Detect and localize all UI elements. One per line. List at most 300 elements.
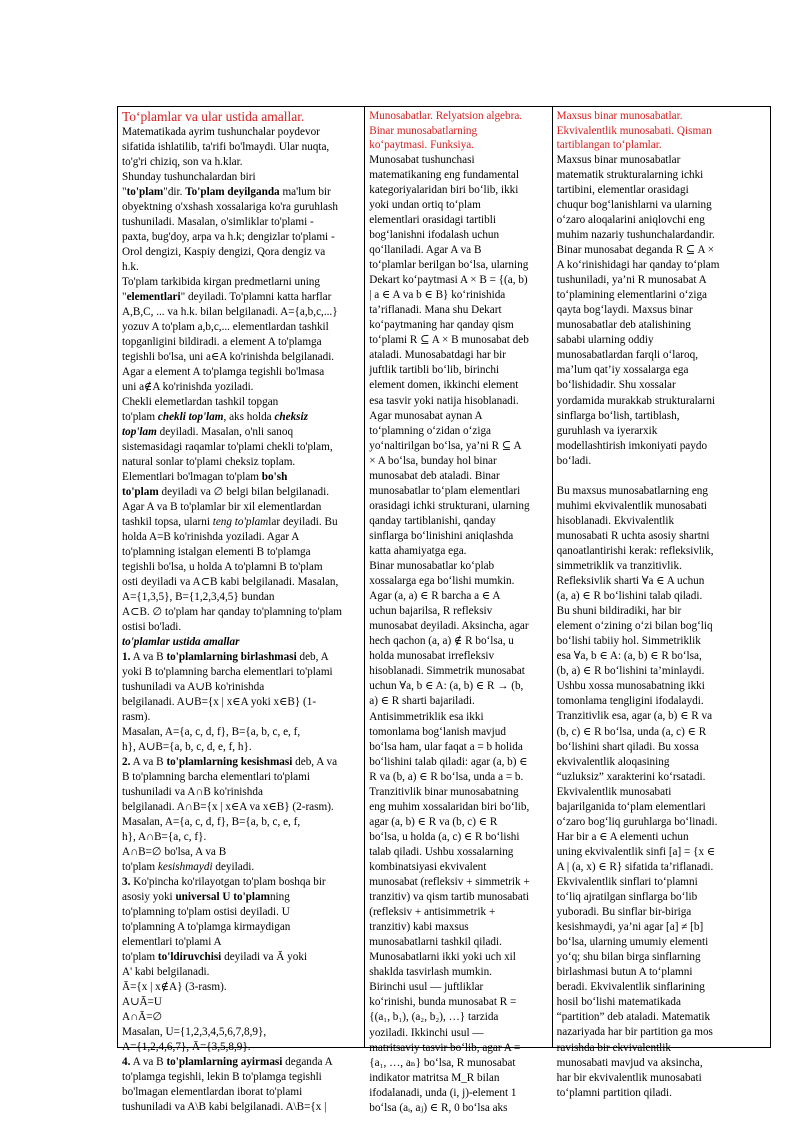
text-segment: Masalan, A={a, c, d, f}, B={a, b, c, e, f, xyxy=(122,816,301,828)
text-line: kesishmaydi, ya’ni agar [a] ≠ [b] xyxy=(556,921,704,934)
text-segment: " xyxy=(122,291,127,303)
text-segment: h.k. xyxy=(122,261,139,273)
text-line xyxy=(122,770,361,785)
text-line: Birinchi usul — juftliklar xyxy=(369,981,484,994)
text-line: A | (a, x) ∈ R} sifatida ta’riflanadi. xyxy=(556,860,714,873)
text-line: Munosabatlarni ikki yoki uch xil xyxy=(369,951,516,964)
text-line: kategoriyalaridan biri bo‘lib, ikki xyxy=(369,183,519,196)
text-segment: top'lam xyxy=(122,426,157,438)
text-line xyxy=(122,725,361,740)
text-line: qanday tartiblanishi, qanday xyxy=(369,514,496,527)
text-line xyxy=(122,245,361,260)
text-line: element domen, ikkinchi element xyxy=(369,379,519,392)
text-line xyxy=(122,950,361,965)
text-segment: A∩B=∅ bo'lsa, A va B xyxy=(122,846,227,858)
text-segment: to'plam xyxy=(122,951,158,963)
text-line: to‘liq ajratilgan sinflarga bo‘lib xyxy=(556,891,698,904)
text-segment: chekli top'lam xyxy=(157,411,224,423)
title-line: Munosabatlar. Relyatsion algebra. xyxy=(369,110,523,122)
text-segment: deganda A xyxy=(282,1056,333,1068)
text-segment: to'g'ri chiziq, son va h.klar. xyxy=(122,156,243,168)
text-segment: bo'sh xyxy=(261,471,288,483)
text-line: tranzitiv) kabi maxsus xyxy=(369,921,469,934)
text-line xyxy=(122,455,361,470)
text-line: (b, c) ∈ R bo‘lsa, unda (a, c) ∈ R xyxy=(556,725,707,738)
column-relations xyxy=(365,107,552,1114)
text-segment: A⊂B. ∅ to'plam har qanday to'plamning to'plam xyxy=(122,606,342,618)
text-segment: A va B xyxy=(130,651,167,663)
text-line: xossalarga ega bo‘lishi mumkin. xyxy=(369,575,515,588)
text-line: Munosabat tushunchasi xyxy=(369,153,475,166)
text-segment: ostisi bo'ladi. xyxy=(122,621,182,633)
text-line: munosabatlardan farqli o‘laroq, xyxy=(556,349,699,362)
text-line: bo‘lishi tabiiy hol. Simmetriklik xyxy=(556,635,701,648)
text-line: yo‘naltirilgan bo‘lsa, ya’ni R ⊆ A xyxy=(369,439,522,452)
text-line: Bu shuni bildiradiki, har bir xyxy=(556,605,682,618)
text-segment: to'plam xyxy=(122,486,159,498)
text-line xyxy=(122,1085,361,1100)
text-line xyxy=(122,215,361,230)
text-line: Har bir a ∈ A elementi uchun xyxy=(556,830,689,843)
text-line: Dekart ko‘paytmasi A × B = {(a, b) xyxy=(369,274,528,287)
text-line: bo‘lishini shart qiladi. Bu xossa xyxy=(556,740,699,753)
text-line: ko‘paytmaning har qanday qism xyxy=(369,319,514,332)
text-line: munosabat (refleksiv + simmetrik + xyxy=(369,876,530,889)
text-line: Agar (a, a) ∈ R barcha a ∈ A xyxy=(369,590,501,603)
text-line: katta ahamiyatga ega. xyxy=(369,545,467,557)
column-relations-title xyxy=(369,109,548,153)
text-line: sinflarga bo‘lish, tartiblash, xyxy=(556,409,680,422)
text-line xyxy=(557,469,767,484)
text-line: | a ∈ A va b ∈ B} ko‘rinishida xyxy=(369,289,506,302)
text-line: esa ∀a, b ∈ A: (a, b) ∈ R bo‘lsa, xyxy=(556,650,702,663)
text-segment: kesishmaydi xyxy=(157,861,213,873)
text-line: bo‘lsa (aᵢ, aⱼ) ∈ R, 0 bo‘lsa aks xyxy=(369,1101,508,1114)
text-line xyxy=(122,320,361,335)
text-segment: asosiy yoki xyxy=(122,891,176,903)
text-line xyxy=(122,425,361,440)
text-line: hech qachon (a, a) ∉ R bo‘lsa, u xyxy=(369,635,514,648)
text-line: bo‘lsa, u holda (a, c) ∈ R bo‘lishi xyxy=(369,830,520,843)
text-line: muhim nazariy tushunchalardandir. xyxy=(556,229,715,242)
text-line xyxy=(122,140,361,155)
text-segment: A,B,C, ... va h.k. bilan belgilanadi. A={a,b,c,...} xyxy=(122,306,338,318)
text-line: holda munosabat irrefleksiv xyxy=(369,650,495,663)
text-line xyxy=(122,755,361,770)
text-segment: Matematikada ayrim tushunchalar poydevor xyxy=(122,126,320,138)
text-line: qayta bog‘laydi. Maxsus binar xyxy=(556,304,693,317)
text-line: “uzluksiz” xarakterini ko‘rsatadi. xyxy=(556,770,706,783)
text-segment: Ko'pincha ko'rilayotgan to'plam boshqa bir xyxy=(130,876,326,888)
text-line xyxy=(122,1070,361,1085)
text-line: Binar munosabat deganda R ⊆ A × xyxy=(556,244,715,257)
text-line: R va (b, a) ∈ R bo‘lsa, unda a = b. xyxy=(369,770,524,783)
text-line xyxy=(122,530,361,545)
text-segment: Elementlari bo'lmagan to'plam xyxy=(122,471,262,483)
text-line: Ushbu xossa munosabatning ikki xyxy=(556,680,705,693)
text-segment: Chekli elemetlardan tashkil topgan xyxy=(122,396,279,408)
text-line: simmetriklik va tranzitivlik. xyxy=(556,560,682,572)
text-segment: belgilanadi. A∩B={x | x∈A va x∈B} (2-rasm). xyxy=(122,801,334,813)
text-line: ekvivalentlik aloqasining xyxy=(556,755,670,768)
text-line xyxy=(122,380,361,395)
text-line xyxy=(122,965,361,980)
text-line xyxy=(122,1025,361,1040)
text-segment: A' kabi belgilanadi. xyxy=(122,966,210,978)
text-line xyxy=(122,620,361,635)
text-segment: deyiladi va ∅ belgi bilan belgilanadi. xyxy=(158,486,330,498)
text-segment: Masalan, A={a, c, d, f}, B={a, b, c, e, f, xyxy=(122,726,301,738)
text-line: uchun ∀a, b ∈ A: (a, b) ∈ R → (b, xyxy=(369,680,524,693)
text-line xyxy=(122,410,361,425)
text-segment: B to'plamning barcha elementlari to'plami xyxy=(122,771,310,783)
text-line xyxy=(122,230,361,245)
text-line xyxy=(122,1040,361,1055)
text-line: (refleksiv + antisimmetrik + xyxy=(369,906,496,919)
text-line xyxy=(122,785,361,800)
text-line: guruhlash va iyerarxik xyxy=(556,424,658,437)
text-line: Maxsus binar munosabatlar xyxy=(556,153,681,166)
text-line: tushuniladi, ya’ni R munosabat A xyxy=(556,274,707,287)
text-line: hisoblanadi. Simmetrik munosabat xyxy=(369,665,525,678)
text-segment: holda A=B ko'rinishda yoziladi. Agar A xyxy=(122,531,300,543)
text-line: shaklda tasvirlash mumkin. xyxy=(369,966,492,979)
text-line: o‘zaro bog‘liq guruhlarga bo‘linadi. xyxy=(556,815,718,828)
text-segment: topganligini bildiradi. a element A to'plamga xyxy=(122,336,322,348)
text-line xyxy=(122,185,361,200)
text-line: ataladi. Munosabatdagi har bir xyxy=(369,349,506,362)
text-line xyxy=(122,800,361,815)
text-line: to‘plamni partition qiladi. xyxy=(556,1086,672,1099)
text-segment: elementlari xyxy=(126,291,181,303)
text-line: element o‘zining o‘zi bilan bog‘liq xyxy=(556,620,713,633)
text-line: uning ekvivalentlik sinfi [a] = {x ∈ xyxy=(556,845,716,858)
text-line xyxy=(122,395,361,410)
text-line: “partition” deb ataladi. Matematik xyxy=(556,1011,711,1024)
text-segment: A va B xyxy=(130,1056,167,1068)
text-segment: h}, A∩B={a, c, f}. xyxy=(122,831,207,843)
text-line: Antisimmetriklik esa ikki xyxy=(369,710,484,723)
text-segment: ning xyxy=(269,891,290,903)
text-line: matematik strukturalarning ichki xyxy=(556,168,704,181)
text-segment: teng to'plam xyxy=(212,516,269,528)
text-line xyxy=(122,470,361,485)
text-line: munosabat deyiladi. Aksincha, agar xyxy=(369,620,529,633)
text-line xyxy=(122,515,361,530)
text-line xyxy=(122,830,361,845)
text-segment: Shunday tushunchalardan biri xyxy=(122,171,256,183)
text-segment: A={1,2,4,6,7}, Ā={3,5,8,9}. xyxy=(122,1041,251,1053)
text-line xyxy=(122,335,361,350)
text-line: munosabatlar to‘plam elementlari xyxy=(369,484,521,497)
text-line: hosil bo‘lishi matematikada xyxy=(556,996,681,1009)
text-line: Agar munosabat aynan A xyxy=(369,409,483,422)
text-line: ifodalanadi, unda (i, j)-element 1 xyxy=(369,1086,517,1099)
text-line: Refleksivlik sharti ∀a ∈ A uchun xyxy=(556,575,705,588)
text-segment: "dir. xyxy=(163,186,186,198)
text-line: {(a₁, b₁), (a₂, b₂), …} tarzida xyxy=(369,1011,499,1024)
text-line: hisoblanadi. Ekvivalentlik xyxy=(556,514,675,527)
text-line: bo‘lsa ham, ular faqat a = b holida xyxy=(369,740,523,753)
text-line xyxy=(122,125,361,140)
three-column-table xyxy=(117,106,771,1114)
text-segment: deyiladi. Masalan, o'nli sanoq xyxy=(156,426,294,438)
text-line: to‘plamning o‘zidan o‘ziga xyxy=(369,424,492,437)
text-line: A ko‘rinishidagi har qanday to‘plam xyxy=(556,259,720,272)
text-line xyxy=(122,935,361,950)
text-line: birlashmasi butun A to‘plamni xyxy=(556,966,693,979)
text-line: beradi. Ekvivalentlik sinflarining xyxy=(556,981,705,994)
text-line: matematikaning eng fundamental xyxy=(369,168,519,181)
column-sets-title: To‘plamlar va ular ustida amallar. xyxy=(122,109,305,124)
text-segment: " xyxy=(122,186,127,198)
text-segment: tushuniladi va A\B kabi belgilanadi. A\B={x | xyxy=(122,1101,327,1113)
text-segment: deyiladi va Ā yoki xyxy=(221,951,308,963)
text-line: yoziladi. Ikkinchi usul — xyxy=(369,1026,484,1039)
text-segment: sistemasidagi raqamlar to'plami chekli to'plam, xyxy=(122,441,333,453)
text-line xyxy=(122,275,361,290)
text-line xyxy=(122,365,361,380)
text-segment: to'plamning istalgan elementi B to'plamga xyxy=(122,546,311,558)
column-special-relations xyxy=(553,107,770,1099)
text-line: talab qiladi. Ushbu xossalarning xyxy=(369,845,514,858)
text-line xyxy=(122,710,361,725)
text-line: sababi ularning oddiy xyxy=(556,334,654,347)
text-line: to‘plamining elementlarini o‘ziga xyxy=(556,289,708,302)
text-segment: Agar a element A to'plamga tegishli bo'lmasa xyxy=(122,366,325,378)
text-line: Binar munosabatlar ko‘plab xyxy=(369,560,495,573)
text-segment: To'plam tarkibida kirgan predmetlarni uning xyxy=(122,276,320,288)
text-line xyxy=(122,860,361,875)
text-line: yordamida murakkab strukturalarni xyxy=(556,394,716,407)
text-line: agar (a, b) ∈ R va (b, c) ∈ R xyxy=(369,815,498,828)
column-special-relations-title xyxy=(557,109,767,153)
text-line: ta’riflanadi. Mana shu Dekart xyxy=(369,304,502,317)
text-segment: paxta, bug'doy, arpa va h.k; dengizlar to'plami - xyxy=(122,231,335,243)
text-line: bog‘lanishni ifodalash uchun xyxy=(369,229,500,242)
text-segment: Ā={x | x∉A} (3-rasm). xyxy=(122,981,227,993)
text-line: munosabati R uchta asosiy shartni xyxy=(556,529,710,542)
text-segment: deb, A xyxy=(296,651,329,663)
text-line: bo‘lsa, ularning umumiy elementi xyxy=(556,936,709,949)
text-line: munosabat deb ataladi. Binar xyxy=(369,469,500,482)
text-line xyxy=(122,635,361,650)
text-line: (b, a) ∈ R bo‘lishini ta’minlaydi. xyxy=(556,665,705,678)
text-line: a) ∈ R sharti bajariladi. xyxy=(369,695,475,708)
text-segment: bo'lmagan elementlardan iborat to'plami xyxy=(122,1086,303,1098)
title-line: Maxsus binar munosabatlar. xyxy=(556,110,683,122)
text-segment: to'plamlarning ayirmasi xyxy=(166,1056,283,1068)
title-line: Binar munosabatlarning xyxy=(369,124,478,137)
text-segment: to'plamning to'plam ostisi deyiladi. U xyxy=(122,906,290,918)
text-line xyxy=(122,350,361,365)
text-line: o‘zaro aloqalarini aniqlovchi eng xyxy=(556,213,705,226)
text-line: bo‘lishidadir. Shu xossalar xyxy=(556,379,676,392)
text-line: qo‘llaniladi. Agar A va B xyxy=(369,244,482,257)
text-line: chuqur bog‘lanishlarni va ularning xyxy=(556,198,712,211)
text-segment: tushuniladi va A∪B ko'rinishda xyxy=(122,681,265,693)
text-segment: sifatida ishlatilib, ta'rifi bo'lmaydi. Ular nuqta, xyxy=(122,141,330,153)
text-segment: Agar A va B to'plamlar bir xil elementlardan xyxy=(122,501,322,513)
text-segment: rasm). xyxy=(122,711,151,723)
text-line xyxy=(122,740,361,755)
text-segment: ma'lum bir xyxy=(279,186,331,198)
title-line: tartiblangan to‘plamlar. xyxy=(556,139,662,152)
text-line: Ekvivalentlik munosabati xyxy=(556,785,672,798)
text-segment: tashkil topsa, ularni xyxy=(122,516,213,528)
text-line xyxy=(122,545,361,560)
text-segment: natural sonlar to'plami cheksiz toplam. xyxy=(122,456,296,468)
text-segment: tushuniladi va A∩B ko'rinishda xyxy=(122,786,263,798)
text-segment: to'plamlarning birlashmasi xyxy=(166,651,297,663)
text-line: esa tasvir yoki natija hisoblanadi. xyxy=(369,394,519,407)
text-line: modellashtirish imkoniyati paydo xyxy=(556,439,708,452)
text-line xyxy=(122,440,361,455)
text-line: bo‘ladi. xyxy=(556,454,592,467)
text-line: munosabatlarni tashkil qiladi. xyxy=(369,936,502,949)
text-line: nazariyada har bir partition ga mos xyxy=(556,1026,713,1039)
text-line: yo‘q; shu bilan birga sinflarning xyxy=(556,951,701,964)
text-segment: Orol dengizi, Kaspiy dengizi, Qora dengiz va xyxy=(122,246,326,258)
text-line: qanoatlantirishi kerak: refleksivlik, xyxy=(556,544,714,557)
text-line: Bu maxsus munosabatlarning eng xyxy=(556,484,708,497)
text-line xyxy=(122,485,361,500)
text-segment: deb, A va xyxy=(292,756,338,768)
text-segment: yozuv A to'plam a,b,c,... elementlardan tashkil xyxy=(122,321,329,333)
text-line: Tranzitivlik esa, agar (a, b) ∈ R va xyxy=(556,710,713,723)
text-line: bajarilganida to‘plam elementlari xyxy=(556,800,706,813)
text-segment: lar deyiladi. Bu xyxy=(268,516,338,528)
text-segment: 4. xyxy=(122,1056,131,1068)
text-segment: to'plamning A to'plamga kirmaydigan xyxy=(122,921,291,933)
text-line xyxy=(122,665,361,680)
text-line: to‘plami R ⊆ A × B munosabat deb xyxy=(369,334,529,347)
text-line: yoki undan ortiq to‘plam xyxy=(369,198,481,211)
text-line xyxy=(122,575,361,590)
column-special-relations-body xyxy=(557,153,767,1101)
text-line: Ekvivalentlik sinflari to‘plamni xyxy=(556,875,698,888)
text-segment: to'plam xyxy=(122,861,158,873)
text-line xyxy=(122,305,361,320)
text-segment: tegishli bo'lsa, uni a∈A ko'rinishda belgilanadi. xyxy=(122,351,335,363)
text-line xyxy=(122,1055,361,1070)
text-line: indikator matritsa M_R bilan xyxy=(369,1071,500,1084)
text-segment: to'plamlar ustida amallar xyxy=(122,636,240,648)
text-segment: , aks holda xyxy=(223,411,275,423)
column-relations-body xyxy=(369,153,548,1116)
text-line: matritsaviy tasvir bo‘lib, agar A = xyxy=(369,1041,521,1054)
text-segment: h}, A∪B={a, b, c, d, e, f, h}. xyxy=(122,741,252,753)
text-line xyxy=(122,155,361,170)
text-line: muhimi ekvivalentlik munosabati xyxy=(556,499,708,512)
text-segment: elementlari to'plami A xyxy=(122,936,222,948)
column-sets-body xyxy=(122,125,361,1115)
text-line xyxy=(122,920,361,935)
text-line: har bir ekvivalentlik munosabati xyxy=(556,1071,702,1084)
text-line xyxy=(122,650,361,665)
text-line: ravishda bir ekvivalentlik xyxy=(556,1041,671,1054)
text-segment: tegishli bo'lsa, u holda A to'plamni B to'plam xyxy=(122,561,323,573)
text-line: × A bo‘lsa, bunday hol binar xyxy=(369,454,497,467)
text-segment: " deyiladi. To'plamni katta harflar xyxy=(180,291,332,303)
text-line: {a₁, …, aₙ} bo‘lsa, R munosabat xyxy=(369,1056,516,1069)
text-segment: 2. xyxy=(122,756,131,768)
text-line: bo‘lishini talab qiladi: agar (a, b) ∈ xyxy=(369,755,528,768)
text-segment: 3. xyxy=(122,876,131,888)
text-line xyxy=(122,560,361,575)
text-line: munosabati mavjud va aksincha, xyxy=(556,1056,703,1069)
text-line xyxy=(122,695,361,710)
text-segment: belgilanadi. A∪B={x | x∈A yoki x∈B} (1- xyxy=(122,696,317,708)
text-line: ma’lum qat’iy xossalarga ega xyxy=(556,364,689,377)
text-line: tomonlama bog‘lanish mavjud xyxy=(369,725,506,738)
text-line: yuboradi. Bu sinflar bir-biriga xyxy=(556,906,692,919)
column-sets xyxy=(118,107,365,1113)
text-segment: Masalan, U={1,2,3,4,5,6,7,8,9}, xyxy=(122,1026,267,1038)
text-segment: to'plamga tegishli, lekin B to'plamga tegishli xyxy=(122,1071,322,1083)
text-segment: cheksiz xyxy=(274,411,308,423)
text-segment: A∪Ā=U xyxy=(122,996,162,1008)
text-line xyxy=(122,1010,361,1025)
text-segment: 1. xyxy=(122,651,131,663)
text-line xyxy=(122,260,361,275)
text-line: tranzitiv) va qism tartib munosabati xyxy=(369,891,529,904)
text-segment: universal U to'plam xyxy=(175,891,270,903)
text-line: Tranzitivlik binar munosabatning xyxy=(369,785,519,798)
text-segment: to'plam xyxy=(122,411,158,423)
text-line: munosabatlar deb atalishining xyxy=(556,319,691,332)
text-line: uchun bajarilsa, R refleksiv xyxy=(369,605,493,618)
title-line: ko‘paytmasi. Funksiya. xyxy=(369,139,474,152)
text-line xyxy=(122,200,361,215)
text-segment: to'plamlarning kesishmasi xyxy=(166,756,293,768)
text-segment: uni a∉A ko'rinishda yoziladi. xyxy=(122,381,254,393)
text-line xyxy=(122,905,361,920)
text-line: juftlik tartibli bo‘lib, birinchi xyxy=(369,364,500,377)
text-line: sinflarga bo‘linishini aniqlashda xyxy=(369,529,514,542)
text-segment: to'ldiruvchisi xyxy=(157,951,222,963)
text-line xyxy=(122,995,361,1010)
text-line: eng muhim xossalaridan biri bo‘lib, xyxy=(369,800,530,813)
text-line xyxy=(122,605,361,620)
text-segment: tushuniladi. Masalan, o'simliklar to'plami - xyxy=(122,216,314,228)
text-line xyxy=(122,1100,361,1115)
text-line: tomonlama tengligini ifodalaydi. xyxy=(556,695,704,708)
text-line: tartibini, elementlar orasidagi xyxy=(556,183,689,196)
text-segment: To'plam deyilganda xyxy=(185,186,280,198)
text-line xyxy=(122,845,361,860)
text-line: ko‘rinishi, bunda munosabat R = xyxy=(369,996,517,1009)
text-line: elementlari orasidagi tartibli xyxy=(369,213,496,226)
text-segment: deyiladi. xyxy=(212,861,255,873)
text-segment: A∩Ā=∅ xyxy=(122,1011,163,1023)
text-line xyxy=(122,290,361,305)
text-line xyxy=(122,980,361,995)
text-line: orasidagi ichki strukturani, ularning xyxy=(369,499,530,512)
text-line: (a, a) ∈ R bo‘lishini talab qiladi. xyxy=(556,590,703,603)
text-segment: osti deyiladi va A⊂B kabi belgilanadi. Masalan, xyxy=(122,576,339,588)
text-line xyxy=(122,500,361,515)
text-line xyxy=(122,875,361,890)
text-line xyxy=(122,815,361,830)
text-line xyxy=(122,890,361,905)
title-line: Ekvivalentlik munosabati. Qisman xyxy=(556,124,712,137)
text-line xyxy=(122,680,361,695)
text-segment: A={1,3,5}, B={1,2,3,4,5} bundan xyxy=(122,591,275,603)
text-line: kombinatsiyasi ekvivalent xyxy=(369,860,487,873)
text-line: to‘plamlar berilgan bo‘lsa, ularning xyxy=(369,259,529,272)
text-segment: A va B xyxy=(130,756,167,768)
